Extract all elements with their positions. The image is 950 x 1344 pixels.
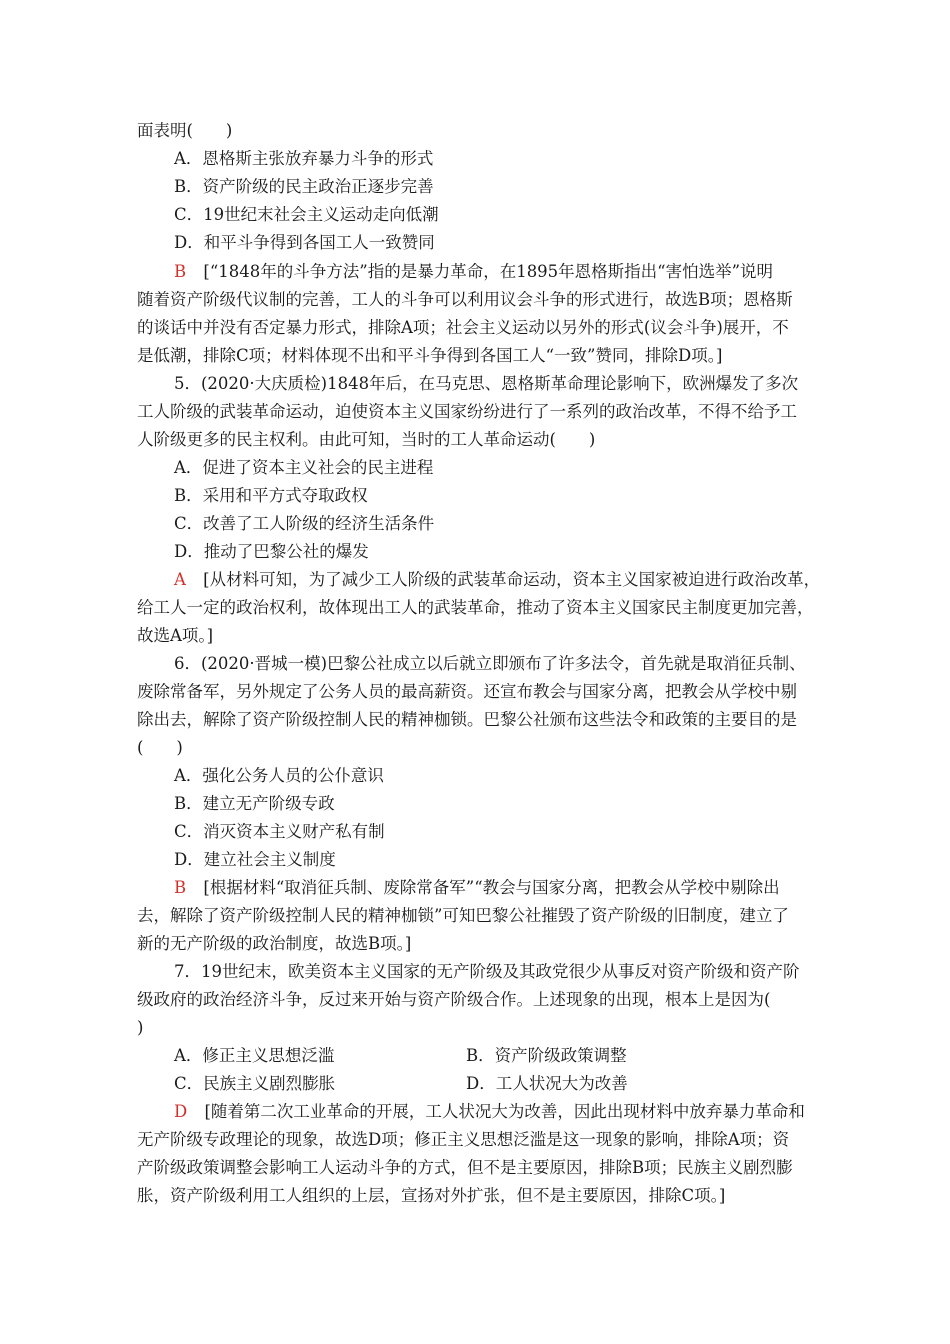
q7-explanation-line-4: 胀，资产阶级利用工人组织的上层，宣扬对外扩张，但不是主要原因，排除C项。]	[137, 1186, 726, 1205]
q6-stem-line-4: ( )	[137, 738, 183, 757]
q6-answer-letter: B	[174, 878, 187, 897]
q6-explanation-line-2: 去，解除了资产阶级控制人民的精神枷锁”可知巴黎公社摧毁了资产阶级的旧制度，建立了	[137, 906, 789, 925]
q4-option-d: D．和平斗争得到各国工人一致赞同	[174, 233, 435, 252]
q4-option-c: C．19世纪末社会主义运动走向低潮	[174, 205, 439, 224]
q7-option-a: A．修正主义思想泛滥	[174, 1046, 335, 1065]
q5-answer-letter: A	[174, 570, 186, 589]
q6-explanation-line-1: B [根据材料“取消征兵制、废除常备军”“教会与国家分离，把教会从学校中剔除出	[174, 878, 780, 897]
q4-option-b: B．资产阶级的民主政治正逐步完善	[174, 177, 434, 196]
q6-option-c: C．消灭资本主义财产私有制	[174, 822, 385, 841]
q5-option-a: A．促进了资本主义社会的民主进程	[174, 458, 434, 477]
q7-answer-letter: D	[174, 1102, 188, 1121]
q6-stem-line-1: 6．(2020·晋城一模)巴黎公社成立以后就立即颁布了许多法令，首先就是取消征兵制、	[174, 654, 806, 673]
q4-explanation-line-1: B [“1848年的斗争方法”指的是暴力革命，在1895年恩格斯指出“害怕选举”说明	[174, 262, 774, 281]
q7-stem-line-1: 7．19世纪末，欧美资本主义国家的无产阶级及其政党很少从事反对资产阶级和资产阶	[174, 962, 800, 981]
q5-stem-line-2: 工人阶级的武装革命运动，迫使资本主义国家纷纷进行了一系列的政治改革，不得不给予工	[137, 402, 797, 421]
q4-option-a: A．恩格斯主张放弃暴力斗争的形式	[174, 149, 434, 168]
q5-explanation-line-2: 给工人一定的政治权利，故体现出工人的武装革命，推动了资本主义国家民主制度更加完善，	[137, 598, 814, 617]
q4-stem-tail: 面表明( )	[137, 121, 233, 140]
q5-explanation-line-1: A [从材料可知，为了减少工人阶级的武装革命运动，资本主义国家被迫进行政治改革，	[174, 570, 821, 589]
q6-option-d: D．建立社会主义制度	[174, 850, 336, 869]
q5-option-c: C．改善了工人阶级的经济生活条件	[174, 514, 435, 533]
q5-stem-line-3: 人阶级更多的民主权利。由此可知，当时的工人革命运动( )	[137, 430, 596, 449]
q7-explanation-line-2: 无产阶级专政理论的现象，故选D项；修正主义思想泛滥是这一现象的影响，排除A项；资	[137, 1130, 790, 1149]
q5-option-b: B．采用和平方式夺取政权	[174, 486, 368, 505]
q7-option-c: C．民族主义剧烈膨胀	[174, 1074, 336, 1093]
q6-stem-line-3: 除出去，解除了资产阶级控制人民的精神枷锁。巴黎公社颁布这些法令和政策的主要目的是	[137, 710, 797, 729]
q6-option-b: B．建立无产阶级专政	[174, 794, 335, 813]
q7-option-b: B．资产阶级政策调整	[466, 1046, 627, 1065]
q7-explanation-line-1: D [随着第二次工业革命的开展，工人状况大为改善，因此出现材料中放弃暴力革命和	[174, 1102, 805, 1121]
q6-option-a: A．强化公务人员的公仆意识	[174, 766, 384, 785]
q4-explanation-line-4: 是低潮，排除C项；材料体现不出和平斗争得到各国工人“一致”赞同，排除D项。]	[137, 346, 723, 365]
q7-option-d: D．工人状况大为改善	[466, 1074, 628, 1093]
q5-option-d: D．推动了巴黎公社的爆发	[174, 542, 369, 561]
q7-explanation-line-3: 产阶级政策调整会影响工人运动斗争的方式，但不是主要原因，排除B项；民族主义剧烈膨	[137, 1158, 793, 1177]
q5-explanation-line-3: 故选A项。]	[137, 626, 214, 645]
q7-stem-line-2: 级政府的政治经济斗争，反过来开始与资产阶级合作。上述现象的出现，根本上是因为(	[137, 990, 771, 1009]
q6-stem-line-2: 废除常备军，另外规定了公务人员的最高薪资。还宣布教会与国家分离，把教会从学校中剔	[137, 682, 797, 701]
q6-explanation-line-3: 新的无产阶级的政治制度，故选B项。]	[137, 934, 412, 953]
q4-answer-letter: B	[174, 262, 187, 281]
q4-explanation-line-3: 的谈话中并没有否定暴力形式，排除A项；社会主义运动以另外的形式(议会斗争)展开，不	[137, 318, 789, 337]
q7-stem-line-3: )	[137, 1018, 144, 1037]
q4-explanation-line-2: 随着资产阶级代议制的完善，工人的斗争可以利用议会斗争的形式进行，故选B项；恩格斯	[137, 290, 793, 309]
q5-stem-line-1: 5．(2020·大庆质检)1848年后，在马克思、恩格斯革命理论影响下，欧洲爆发了多次	[174, 374, 799, 393]
